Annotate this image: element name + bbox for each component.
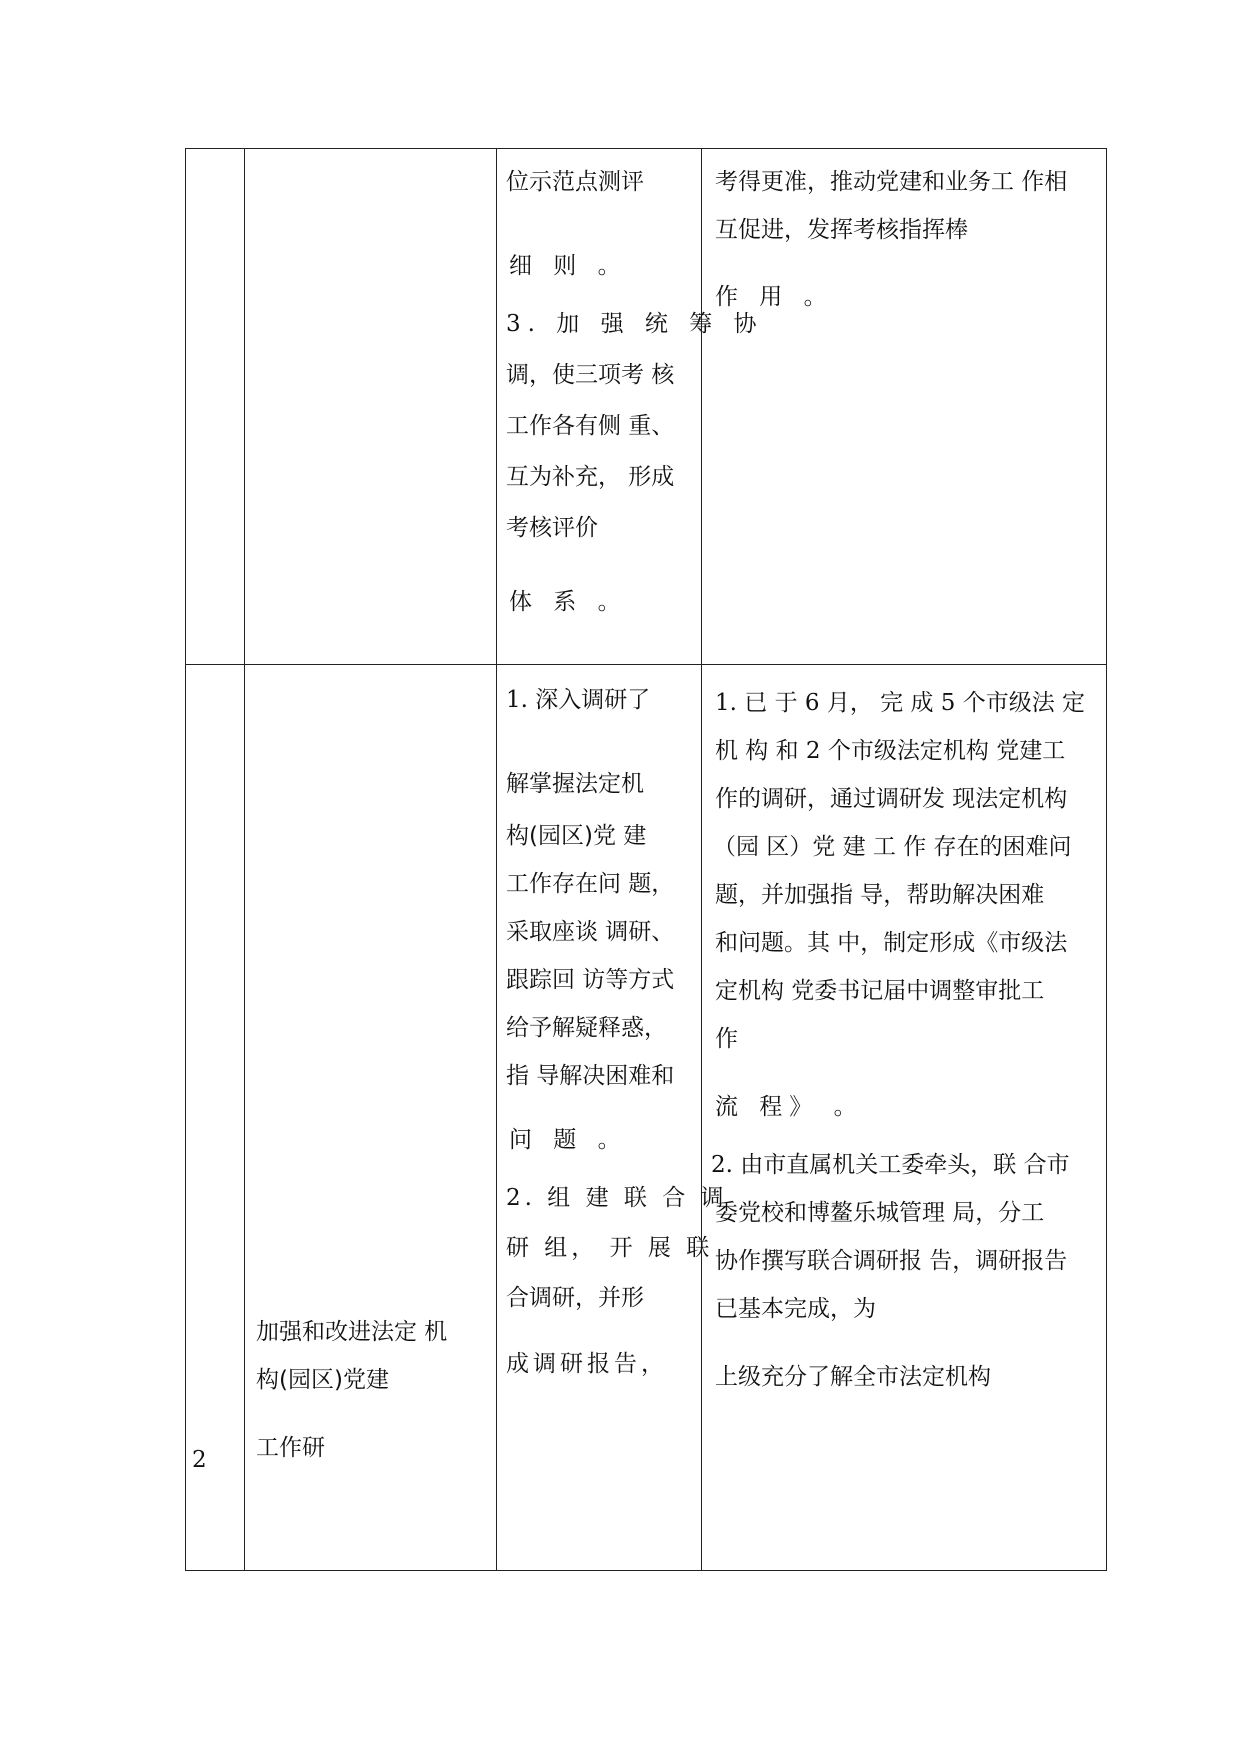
row2-progress-line: 委党校和博鳌乐城管理 局，分工 (715, 1200, 1045, 1226)
row2-measures-line: 给予解疑释惑， (506, 1015, 667, 1041)
row2-progress-line: 题，并加强指 导，帮助解决困难 (715, 882, 1045, 908)
row2-progress-line: 定机构 党委书记届中调整审批工 (715, 978, 1045, 1004)
row2-title-line: 构(园区)党建 (256, 1367, 389, 1393)
row-divider (185, 664, 1107, 665)
row2-measures-line: 成调研报告， (506, 1351, 668, 1377)
row2-progress-line: 已基本完成，为 (715, 1296, 876, 1322)
row2-progress-line: 流 程》 。 (715, 1094, 864, 1120)
row2-progress-line: 机 构 和 2 个市级法定机构 党建工 (715, 738, 1066, 764)
row1-progress-line: 互促进，发挥考核指挥棒 (715, 217, 968, 243)
row1-progress-line: 作 用 。 (715, 284, 834, 310)
row2-measures-line: 跟踪回 访等方式 (506, 967, 675, 993)
row2-progress-line: （园 区）党 建 工 作 存在的困难问 (713, 834, 1072, 860)
row1-measures-line: 工作各有侧 重、 (506, 413, 675, 439)
row2-measures-line: 解掌握法定机 (506, 771, 644, 797)
column-divider-1 (244, 148, 245, 1571)
row2-progress-line: 作的调研，通过调研发 现法定机构 (715, 786, 1068, 812)
row2-progress-line: 作 (715, 1026, 738, 1052)
row2-measures-line: 合调研，并形 (506, 1285, 644, 1311)
row1-measures-line: 互为补充， 形成 (506, 464, 675, 490)
row1-measures-line: 体 系 。 (509, 589, 628, 615)
row2-progress-line: 2. 由市直属机关工委牵头，联 合市 (711, 1152, 1070, 1178)
row2-measures-line: 1. 深入调研了 (506, 687, 651, 713)
row1-measures-line: 细 则 。 (509, 253, 628, 279)
column-divider-3 (701, 148, 702, 1571)
row2-measures-line: 构(园区)党 建 (506, 823, 647, 849)
row2-measures-line: 问 题 。 (509, 1127, 628, 1153)
row2-measures-line: 指 导解决困难和 (506, 1063, 675, 1089)
row2-progress-line: 和问题。其 中，制定形成《市级法 (715, 930, 1068, 956)
row1-measures-line: 3. 加 强 统 筹 协 (506, 311, 764, 337)
row2-title-line: 工作研 (256, 1435, 325, 1461)
column-divider-2 (496, 148, 497, 1571)
row2-measures-line: 研 组， 开 展 联 (506, 1235, 714, 1261)
row1-measures-line: 考核评价 (506, 515, 598, 541)
row2-measures-line: 工作存在问 题， (506, 871, 675, 897)
row1-measures-line: 调，使三项考 核 (506, 362, 675, 388)
row1-progress-line: 考得更准，推动党建和业务工 作相 (715, 169, 1068, 195)
row2-number: 2 (192, 1447, 207, 1473)
row2-progress-line: 上级充分了解全市法定机构 (715, 1364, 991, 1390)
row2-measures-line: 2. 组 建 联 合 调 (506, 1185, 728, 1211)
row2-progress-line: 协作撰写联合调研报 告，调研报告 (715, 1248, 1068, 1274)
row2-measures-line: 采取座谈 调研、 (506, 919, 675, 945)
row2-progress-line: 1. 已 于 6 月， 完 成 5 个市级法 定 (715, 690, 1086, 716)
row2-title-line: 加强和改进法定 机 (256, 1319, 448, 1345)
row1-measures-line: 位示范点测评 (506, 169, 644, 195)
